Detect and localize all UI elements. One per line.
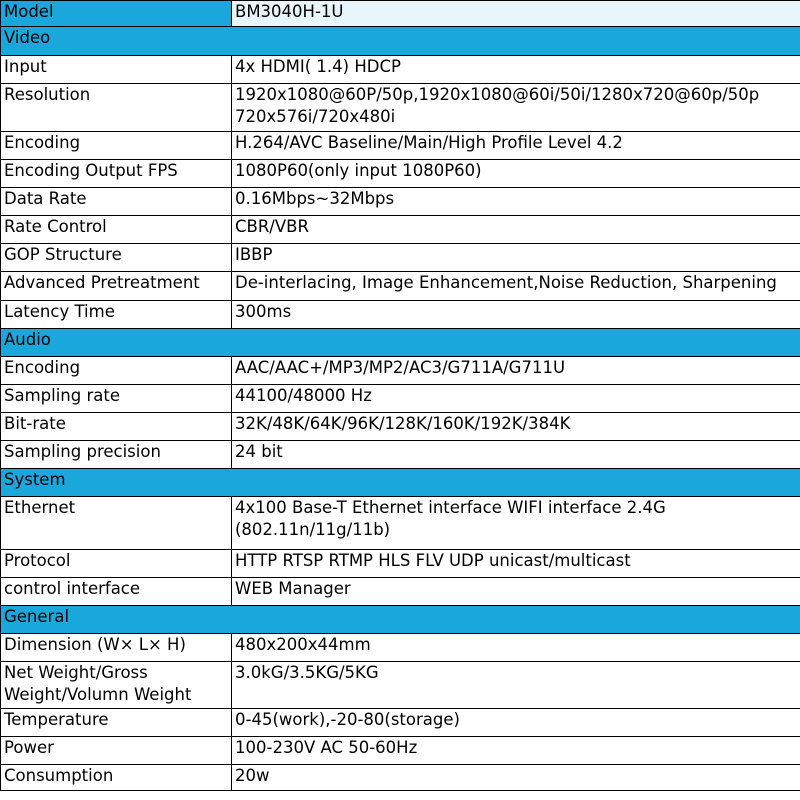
row-value: 4x100 Base-T Ethernet interface WIFI interface 2.4G (802.11n/11g/11b) — [232, 497, 800, 550]
row-value: 100-230V AC 50-60Hz — [232, 737, 800, 765]
table-row — [1, 244, 800, 272]
row-value: 24 bit — [232, 441, 800, 469]
row-label: Resolution — [1, 84, 232, 132]
table-row — [1, 84, 800, 132]
section-title: System — [1, 469, 800, 497]
table-row — [1, 301, 800, 329]
model-label: Model — [1, 1, 232, 27]
section-header-system — [1, 469, 800, 497]
section-header-video — [1, 27, 800, 56]
row-value: HTTP RTSP RTMP HLS FLV UDP unicast/multicast — [232, 550, 800, 578]
row-value: 32K/48K/64K/96K/128K/160K/192K/384K — [232, 413, 800, 441]
row-label: Ethernet — [1, 497, 232, 550]
row-label: Net Weight/Gross Weight/Volumn Weight — [1, 662, 232, 709]
table-row — [1, 441, 800, 469]
row-label: Bit-rate — [1, 413, 232, 441]
table-row — [1, 216, 800, 244]
row-label: Encoding — [1, 132, 232, 160]
row-label: GOP Structure — [1, 244, 232, 272]
row-value: 0-45(work),-20-80(storage) — [232, 709, 800, 737]
row-label: Sampling precision — [1, 441, 232, 469]
row-value: CBR/VBR — [232, 216, 800, 244]
table-row — [1, 132, 800, 160]
section-title: Audio — [1, 329, 800, 357]
row-label: Encoding Output FPS — [1, 160, 232, 188]
table-row — [1, 765, 800, 791]
row-value: De-interlacing, Image Enhancement,Noise Reduction, Sharpening — [232, 272, 800, 301]
table-row — [1, 56, 800, 84]
row-value: 20w — [232, 765, 800, 791]
row-label: Rate Control — [1, 216, 232, 244]
row-label: Latency Time — [1, 301, 232, 329]
row-value: 3.0kG/3.5KG/5KG — [232, 662, 800, 709]
row-label: Sampling rate — [1, 385, 232, 413]
row-value: 1080P60(only input 1080P60) — [232, 160, 800, 188]
table-row — [1, 709, 800, 737]
section-header-audio — [1, 329, 800, 357]
row-label: Temperature — [1, 709, 232, 737]
table-row — [1, 413, 800, 441]
row-value: 1920x1080@60P/50p,1920x1080@60i/50i/1280x720@60p/50p 720x576i/720x480i — [232, 84, 800, 132]
table-row — [1, 634, 800, 662]
row-value: 44100/48000 Hz — [232, 385, 800, 413]
table-row — [1, 385, 800, 413]
model-value: BM3040H-1U — [232, 1, 800, 27]
table-row — [1, 497, 800, 550]
row-value: AAC/AAC+/MP3/MP2/AC3/G711A/G711U — [232, 357, 800, 385]
row-label: Dimension (W× L× H) — [1, 634, 232, 662]
table-row — [1, 357, 800, 385]
table-row — [1, 662, 800, 709]
table-row — [1, 737, 800, 765]
section-header-general — [1, 606, 800, 634]
row-value: IBBP — [232, 244, 800, 272]
row-value: 0.16Mbps~32Mbps — [232, 188, 800, 216]
row-value: WEB Manager — [232, 578, 800, 606]
table-row — [1, 272, 800, 301]
row-label: control interface — [1, 578, 232, 606]
table-row — [1, 550, 800, 578]
section-title: Video — [1, 27, 800, 56]
row-label: Power — [1, 737, 232, 765]
row-value: 480x200x44mm — [232, 634, 800, 662]
row-label: Protocol — [1, 550, 232, 578]
table-row — [1, 188, 800, 216]
row-label: Input — [1, 56, 232, 84]
row-label: Encoding — [1, 357, 232, 385]
row-value: 300ms — [232, 301, 800, 329]
model-row — [1, 1, 800, 27]
row-label: Data Rate — [1, 188, 232, 216]
row-label: Advanced Pretreatment — [1, 272, 232, 301]
row-value: H.264/AVC Baseline/Main/High Profile Level 4.2 — [232, 132, 800, 160]
table-row — [1, 160, 800, 188]
table-row — [1, 578, 800, 606]
row-value: 4x HDMI( 1.4) HDCP — [232, 56, 800, 84]
section-title: General — [1, 606, 800, 634]
row-label: Consumption — [1, 765, 232, 791]
